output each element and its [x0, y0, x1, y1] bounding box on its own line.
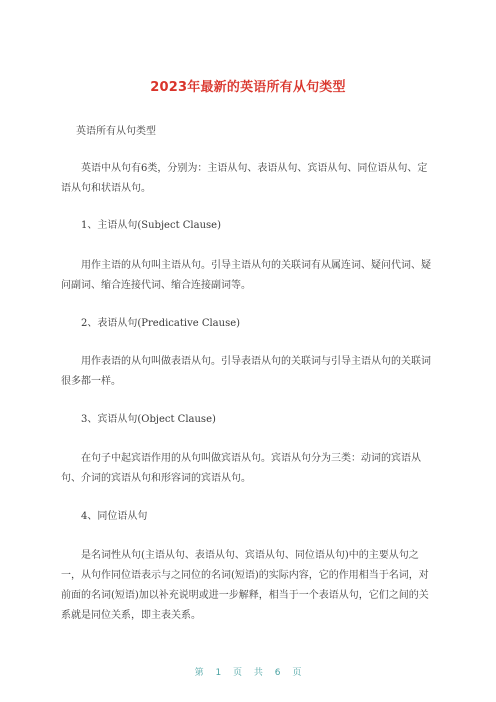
- section-heading-object-clause: 3、宾语从句(Object Clause): [81, 414, 216, 425]
- subject-clause-paragraph: 用作主语的从句叫主语从句。引导主语从句的关联词有从属连词、疑问代词、疑问副词、缩合连接代词、缩合连接副词等。: [61, 260, 431, 291]
- predicative-clause-paragraph: 用作表语的从句叫做表语从句。引导表语从句的关联词与引导主语从句的关联词很多都一样。: [61, 356, 431, 387]
- document-title: 2023年最新的英语所有从句类型: [150, 80, 346, 95]
- section-heading-subject-clause: 1、主语从句(Subject Clause): [81, 220, 221, 231]
- document-subtitle: 英语所有从句类型: [76, 126, 156, 137]
- object-clause-paragraph: 在句子中起宾语作用的从句叫做宾语从句。宾语从句分为三类：动词的宾语从句、介词的宾语从句和形容词的宾语从句。: [61, 453, 421, 484]
- section-heading-appositive-clause: 4、同位语从句: [81, 511, 148, 522]
- appositive-clause-paragraph: 是名词性从句(主语从句、表语从句、宾语从句、同位语从句)中的主要从句之一，从句作同位语表示与之同位的名词(短语)的实际内容，它的作用相当于名词，对前面的名词(短语)加以补充说明或进一步解释，相当于一个表语从句，它们之间的关系就是同位关系，即主表关系。: [61, 550, 429, 621]
- section-heading-predicative-clause: 2、表语从句(Predicative Clause): [81, 318, 241, 329]
- intro-paragraph: 英语中从句有6类，分别为：主语从句、表语从句、宾语从句、同位语从句、定语从句和状语从句。: [61, 163, 428, 194]
- page-number-footer: 第 1 页 共 6 页: [194, 668, 302, 678]
